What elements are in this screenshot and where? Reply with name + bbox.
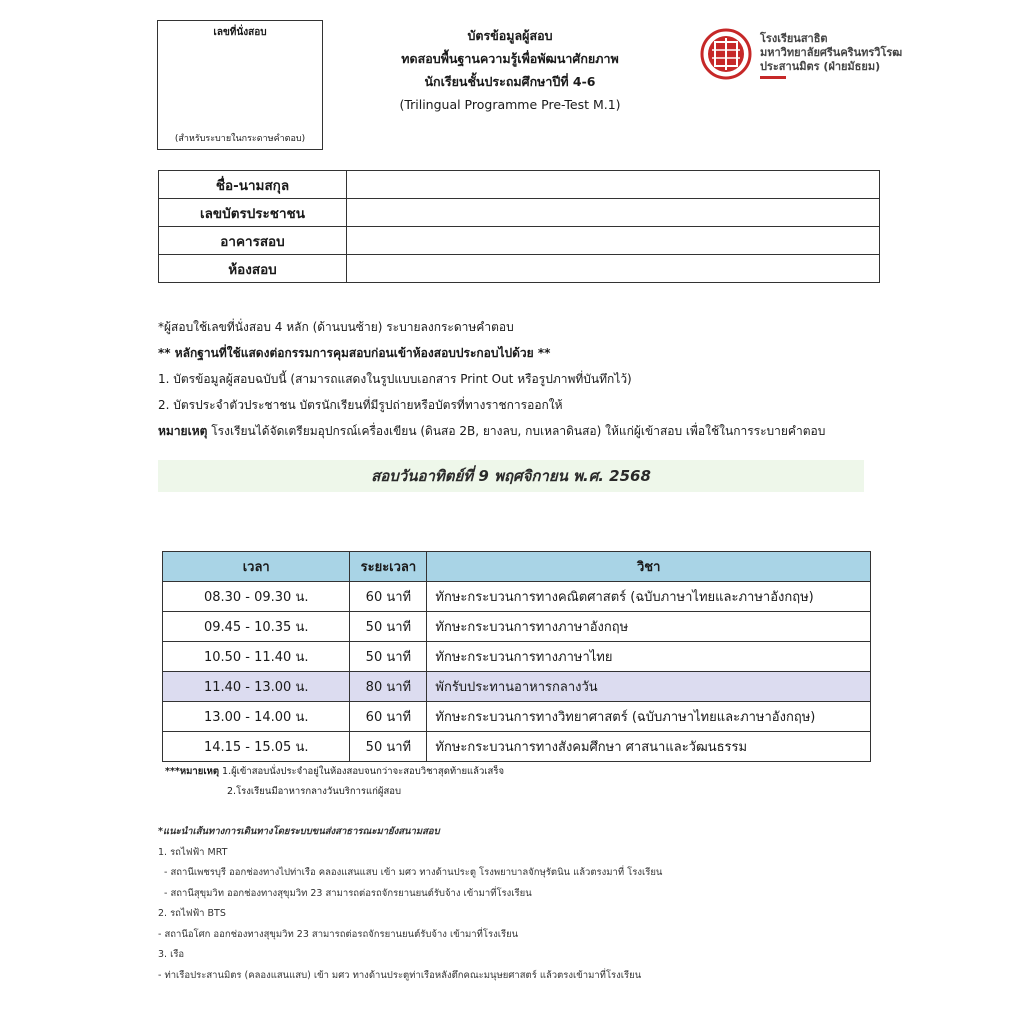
directions-item: - ท่าเรือประสานมิตร (คลองแสนแสบ) เข้า มศว ทางด้านประตูท่าเรือหลังตึกคณะมนุษยศาสตร์ แล้วตรงเข้ามาที่โรงเรียน bbox=[158, 969, 642, 981]
seat-number-label: เลขที่นั่งสอบ bbox=[213, 27, 267, 38]
candidate-info-table bbox=[158, 170, 880, 283]
info-label: เลขบัตรประชาชน bbox=[159, 199, 347, 227]
info-row-id bbox=[159, 199, 880, 227]
directions-item: - สถานีอโศก ออกช่องทางสุขุมวิท 23 สามารถต่อรถจักรยานยนต์รับจ้าง เข้ามาที่โรงเรียน bbox=[158, 928, 519, 940]
schedule-duration: 80 นาที bbox=[350, 672, 427, 702]
schedule-header-row bbox=[163, 552, 871, 582]
schedule-subject: ทักษะกระบวนการทางภาษาไทย bbox=[427, 642, 871, 672]
schedule-header-time: เวลา bbox=[163, 552, 350, 582]
table-row bbox=[163, 642, 871, 672]
footnote-line-2: 2.โรงเรียนมีอาหารกลางวันบริการแก่ผู้สอบ bbox=[227, 786, 401, 797]
travel-directions bbox=[158, 822, 878, 986]
info-label: ชื่อ-นามสกุล bbox=[159, 171, 347, 199]
document-header bbox=[360, 24, 660, 116]
schedule-subject: ทักษะกระบวนการทางสังคมศึกษา ศาสนาและวัฒนธรรม bbox=[427, 732, 871, 762]
logo-line-1: โรงเรียนสาธิต bbox=[760, 32, 828, 45]
info-value-field bbox=[347, 227, 880, 255]
info-value-field bbox=[347, 199, 880, 227]
table-row bbox=[163, 702, 871, 732]
note-evidence-2: 2. บัตรประจำตัวประชาชน บัตรนักเรียนที่มีรูปถ่ายหรือบัตรที่ทางราชการออกให้ bbox=[158, 398, 563, 412]
info-value-field bbox=[347, 255, 880, 283]
directions-mrt: 1. รถไฟฟ้า MRT bbox=[158, 846, 228, 858]
remark-text: โรงเรียนได้จัดเตรียมอุปกรณ์เครื่องเขียน (ดินสอ 2B, ยางลบ, กบเหลาดินสอ) ให้แก่ผู้เข้าสอบ เพื่อใช้ในการระบายคำตอบ bbox=[207, 424, 826, 438]
logo-accent-bar bbox=[760, 76, 786, 79]
footnote-line-1: 1.ผู้เข้าสอบนั่งประจำอยู่ในห้องสอบจนกว่าจะสอบวิชาสุดท้ายแล้วเสร็จ bbox=[219, 766, 505, 777]
seat-number-box bbox=[157, 20, 323, 150]
exam-schedule-table bbox=[162, 551, 871, 762]
directions-item: - สถานีเพชรบุรี ออกช่องทางไปท่าเรือ คลองแสนแสบ เข้า มศว ทางด้านประตู โรงพยาบาลจักษุรัตนิน แล้วตรงมาที่ โรงเรียน bbox=[164, 867, 663, 878]
logo-line-2: มหาวิทยาลัยศรีนครินทรวิโรฒ bbox=[760, 46, 903, 59]
schedule-duration: 50 นาที bbox=[350, 642, 427, 672]
header-title: บัตรข้อมูลผู้สอบ bbox=[467, 28, 553, 43]
note-evidence-heading: ** หลักฐานที่ใช้แสดงต่อกรรมการคุมสอบก่อนเข้าห้องสอบประกอบไปด้วย ** bbox=[158, 346, 551, 360]
schedule-subject: ทักษะกระบวนการทางภาษาอังกฤษ bbox=[427, 612, 871, 642]
note-evidence-1: 1. บัตรข้อมูลผู้สอบฉบับนี้ (สามารถแสดงในรูปแบบเอกสาร Print Out หรือรูปภาพที่บันทึกไว้) bbox=[158, 372, 632, 386]
table-row bbox=[163, 732, 871, 762]
footnote-label: ***หมายเหตุ bbox=[165, 766, 220, 777]
header-programme: (Trilingual Programme Pre-Test M.1) bbox=[399, 97, 621, 112]
schedule-header-duration: ระยะเวลา bbox=[350, 552, 427, 582]
schedule-subject: พักรับประทานอาหารกลางวัน bbox=[427, 672, 871, 702]
schedule-footnote bbox=[165, 762, 504, 802]
info-row-name bbox=[159, 171, 880, 199]
schedule-time: 13.00 - 14.00 น. bbox=[163, 702, 350, 732]
table-row-lunch bbox=[163, 672, 871, 702]
info-value-field bbox=[347, 171, 880, 199]
seat-number-note: (สำหรับระบายในกระดาษคำตอบ) bbox=[174, 134, 306, 144]
info-row-building bbox=[159, 227, 880, 255]
school-emblem-icon bbox=[700, 28, 752, 80]
schedule-time: 14.15 - 15.05 น. bbox=[163, 732, 350, 762]
header-grade: นักเรียนชั้นประถมศึกษาปีที่ 4-6 bbox=[424, 74, 596, 89]
note-remark bbox=[158, 418, 878, 444]
schedule-duration: 60 นาที bbox=[350, 702, 427, 732]
school-logo bbox=[700, 28, 910, 84]
info-label: อาคารสอบ bbox=[159, 227, 347, 255]
directions-item: - สถานีสุขุมวิท ออกช่องทางสุขุมวิท 23 สามารถต่อรถจักรยานยนต์รับจ้าง เข้ามาที่โรงเรียน bbox=[164, 887, 532, 899]
schedule-subject: ทักษะกระบวนการทางวิทยาศาสตร์ (ฉบับภาษาไทยและภาษาอังกฤษ) bbox=[427, 702, 871, 732]
schedule-time: 09.45 - 10.35 น. bbox=[163, 612, 350, 642]
table-row bbox=[163, 582, 871, 612]
instructions bbox=[158, 314, 878, 444]
schedule-time: 10.50 - 11.40 น. bbox=[163, 642, 350, 672]
directions-heading: *แนะนำเส้นทางการเดินทางโดยระบบขนส่งสาธารณะมายังสนามสอบ bbox=[158, 826, 440, 837]
info-row-room bbox=[159, 255, 880, 283]
note-seat-number: *ผู้สอบใช้เลขที่นั่งสอบ 4 หลัก (ด้านบนซ้าย) ระบายลงกระดาษคำตอบ bbox=[158, 320, 514, 334]
schedule-duration: 60 นาที bbox=[350, 582, 427, 612]
directions-boat: 3. เรือ bbox=[158, 949, 185, 960]
remark-label: หมายเหตุ bbox=[158, 424, 208, 438]
directions-bts: 2. รถไฟฟ้า BTS bbox=[158, 908, 226, 919]
info-label: ห้องสอบ bbox=[159, 255, 347, 283]
logo-line-3: ประสานมิตร (ฝ่ายมัธยม) bbox=[760, 60, 881, 73]
table-row bbox=[163, 612, 871, 642]
exam-date-banner: สอบวันอาทิตย์ที่ 9 พฤศจิกายน พ.ศ. 2568 bbox=[158, 460, 864, 492]
schedule-subject: ทักษะกระบวนการทางคณิตศาสตร์ (ฉบับภาษาไทยและภาษาอังกฤษ) bbox=[427, 582, 871, 612]
schedule-duration: 50 นาที bbox=[350, 612, 427, 642]
header-subtitle: ทดสอบพื้นฐานความรู้เพื่อพัฒนาศักยภาพ bbox=[401, 51, 619, 66]
schedule-duration: 50 นาที bbox=[350, 732, 427, 762]
schedule-header-subject: วิชา bbox=[427, 552, 871, 582]
schedule-time: 08.30 - 09.30 น. bbox=[163, 582, 350, 612]
schedule-time: 11.40 - 13.00 น. bbox=[163, 672, 350, 702]
